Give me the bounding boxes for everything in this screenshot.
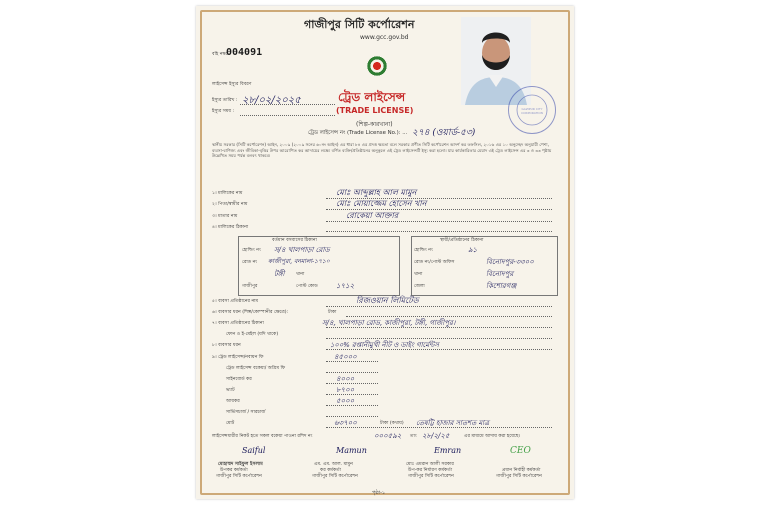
vat-value: ৮৭০০: [336, 386, 355, 394]
signatory-title-2: কর কর্মকর্তা: [320, 468, 341, 473]
mother-name-label: ৩। মাতার নাম: [212, 214, 238, 219]
total-words-unit: টাকা (কথায়): [380, 421, 404, 426]
permanent-road-value: বিনোদপুর-৩৩০০: [486, 258, 534, 266]
permanent-thana-value: বিনোদপুর: [486, 270, 514, 278]
business-address-label: ৭। ব্যবসা প্রতিষ্ঠানের ঠিকানা: [212, 321, 264, 326]
signatures-row: [212, 446, 558, 488]
present-address-title: বর্তমান বসবাসের ঠিকানা: [272, 238, 317, 243]
total-label: মোট: [226, 421, 235, 426]
receipt-tail: এর মাধ্যমে আদায় করা হয়েছে।: [464, 434, 521, 439]
trade-license-title-bn: ট্রেড লাইসেন্স: [338, 90, 406, 104]
signatory-name-1: মোহাম্মদ সাইফুল ইসলাম: [218, 462, 263, 467]
present-holding-value: স/৪ খালপাড়া রোড: [274, 246, 330, 254]
signatory-title-1: উপকর কর্মকর্তা: [220, 468, 248, 473]
issue-date-label: ইস্যুর তারিখ :: [212, 98, 238, 103]
father-name-value: মোঃ মোয়াজ্জেম হোসেন খান: [336, 199, 427, 208]
signboard-tax-label: সাইনবোর্ড কর: [226, 377, 252, 382]
page-number: পৃষ্ঠা-১: [372, 490, 386, 496]
license-fee-label: ৯। ট্রেড লাইসেন্স/নবায়ন ফি: [212, 355, 264, 360]
trade-license-number-label: ট্রেড লাইসেন্স নং (Trade License No.): ...: [308, 130, 408, 136]
signature-scribble-3: Emran: [434, 446, 462, 455]
present-road-label: রোড নং: [242, 260, 258, 265]
owner-address-label: ৪। মালিকের ঠিকানা: [212, 225, 249, 230]
total-in-words: তেষট্টি হাজার সাতশত মাত্র: [416, 419, 490, 427]
city-corporation-logo: [366, 55, 388, 77]
total-value: ৬৩৭০০: [334, 419, 357, 427]
mother-name-value: রোকেয়া আক্তার: [346, 211, 399, 220]
license-fee-value: ৪৫০০০: [334, 353, 357, 361]
trade-license-title-en: (TRADE LICENSE): [336, 106, 414, 115]
owner-name-label: ১। মালিকের নাম: [212, 191, 243, 196]
issue-date-value: ২৮/০২/২০২৫: [242, 95, 301, 106]
business-name-value: রিজওয়ান লিমিটেড: [356, 296, 419, 305]
official-seal: [508, 86, 556, 134]
permanent-road-label: রোড নং/পোস্ট অফিস: [414, 260, 455, 265]
signatory-title-3: উপ-কর নির্ধারণ কর্মকর্তা: [408, 468, 453, 473]
signature-scribble-4: CEO: [510, 446, 531, 456]
income-tax-label: আয়কর: [226, 399, 240, 404]
business-type-label: ৬। ব্যবসার ধরন (শিল্প/কোম্পানীর ক্ষেত্রে):: [212, 310, 289, 315]
present-road-value: কাজীপুরা, বনমালা-১৭১০: [268, 258, 330, 265]
seal-text: GAZIPUR CITY CORPORATION: [521, 107, 543, 115]
trade-license-number-value: ২৭৪ (ওয়ার্ড-৫৩): [412, 128, 476, 138]
permanent-thana-label: থানা: [414, 272, 423, 277]
signature-scribble-1: Saiful: [242, 446, 266, 455]
permanent-address-box: [411, 236, 558, 296]
arrears-label: ট্রেড লাইসেন্স বকেয়া/ অগ্রিম ফি: [226, 366, 286, 371]
business-nature-label: ৮। ব্যবসার ধরন: [212, 343, 241, 348]
present-thana-label: থানা: [296, 272, 305, 277]
signboard-tax-value: ৪০০০: [336, 375, 355, 383]
signatory-title-4: প্রধান নির্বাহী কর্মকর্তা: [502, 468, 541, 473]
owner-name-value: মোঃ আব্দুল্লাহ আল মামুন: [336, 188, 417, 197]
signature-scribble-2: Mamun: [336, 446, 367, 455]
signatory-office-1: গাজীপুর সিটি কর্পোরেশন: [216, 474, 262, 479]
issue-time-label: ইস্যুর সময় :: [212, 109, 235, 114]
signatory-office-4: গাজীপুর সিটি কর্পোরেশন: [496, 474, 542, 479]
book-number: 004091: [226, 47, 263, 58]
business-nature-value: ১০০% রপ্তানীমুখী নীট ও ডাইং গার্মেন্টস: [330, 341, 439, 349]
license-intro-paragraph: স্থানীয় সরকার (সিটি কর্পোরেশন) আইন, ২০০৯ (২০০৯ সনের ৬০নং আইন) এর ধারা ৮৪ এর প্রদত্ত ক্ষমতা বলে সরকার প্রণীত সিটি কর্পোরেশন আদর্শ কর তফসিল, ২০১৬ এর ১০ অনুচ্ছেদ অনুযায়ী পেশা, ব্যবসা-বাণিজ্য এবং জীবিকা-বৃত্তির উপর আরোপিত কর আদায়ের লক্ষ্যে বর্ণিত ব্যক্তি/প্রতিষ্ঠানের অনুকূলে এই ট্রেড লাইসেন্সটি ইস্যু করা হলো। যার কার্যকারিতার মেয়াদ এই ট্রেড লাইসেন্স এর ৩ ও ৩৩ পৃষ্ঠায় উল্লেখিত সময় পর্যন্ত বলবৎ থাকবে।: [212, 142, 552, 159]
surcharge-label: সার্ভিসচার্জ / সারচার্জ: [226, 410, 266, 415]
present-district-label: গাজীপুর: [242, 284, 258, 289]
permanent-holding-value: ৯১: [468, 246, 478, 254]
present-thana-value: টঙ্গী: [274, 270, 285, 278]
book-number-label: বহি নম্বর: [212, 52, 228, 57]
permanent-address-title: স্থায়ী/প্রতিষ্ঠানের ঠিকানা: [440, 238, 484, 243]
phone-email-label: ফোন ও ই-মেইল (যদি থাকে): [226, 332, 279, 337]
income-tax-value: ৫০০০: [336, 397, 355, 405]
signatory-office-2: গাজীপুর সিটি কর্পোরেশন: [312, 474, 358, 479]
vat-label: ভ্যাট: [226, 388, 235, 393]
permanent-district-value: কিশোরগঞ্জ: [486, 282, 517, 290]
receipt-label: লাইসেন্সধারীর নিকট হতে সকল বকেয়া পাওনা রশিদ নং: [212, 434, 313, 439]
issue-info-label: লাইসেন্স ইস্যুর বিবরণ: [212, 82, 252, 87]
present-holding-label: হোল্ডিং নং: [242, 248, 262, 253]
business-name-label: ৫। ব্যবসা প্রতিষ্ঠানের নাম: [212, 299, 259, 304]
father-name-label: ২। পিতা/স্বামীর নাম: [212, 202, 248, 207]
receipt-number: ০০০৫৯২: [374, 432, 402, 440]
present-postcode-value: ১৭১২: [336, 282, 355, 290]
signatory-name-3: মোঃ এমরান আলী সরকার: [406, 462, 454, 467]
business-type-unit: টাকা: [328, 310, 337, 315]
trade-license-document: [196, 6, 574, 499]
license-category: (শিল্প-কারখানা): [356, 121, 393, 128]
organization-name: গাজীপুর সিটি কর্পোরেশন: [304, 18, 415, 31]
permanent-holding-label: হোল্ডিং নং: [414, 248, 434, 253]
receipt-date: ২৮/২/২৫: [422, 432, 450, 440]
receipt-date-label: তাং: [410, 434, 417, 439]
business-address-value: স/৪, খালপাড়া রোড, কাজীপুরা, টঙ্গী, গাজীপুর।: [322, 319, 456, 327]
permanent-district-label: জেলা: [414, 284, 425, 289]
signatory-name-2: এম. এম. আল. মামুন: [314, 462, 353, 467]
present-postcode-label: পোস্ট কোড: [296, 284, 318, 289]
website-text: www.gcc.gov.bd: [360, 34, 409, 41]
signatory-office-3: গাজীপুর সিটি কর্পোরেশন: [408, 474, 454, 479]
